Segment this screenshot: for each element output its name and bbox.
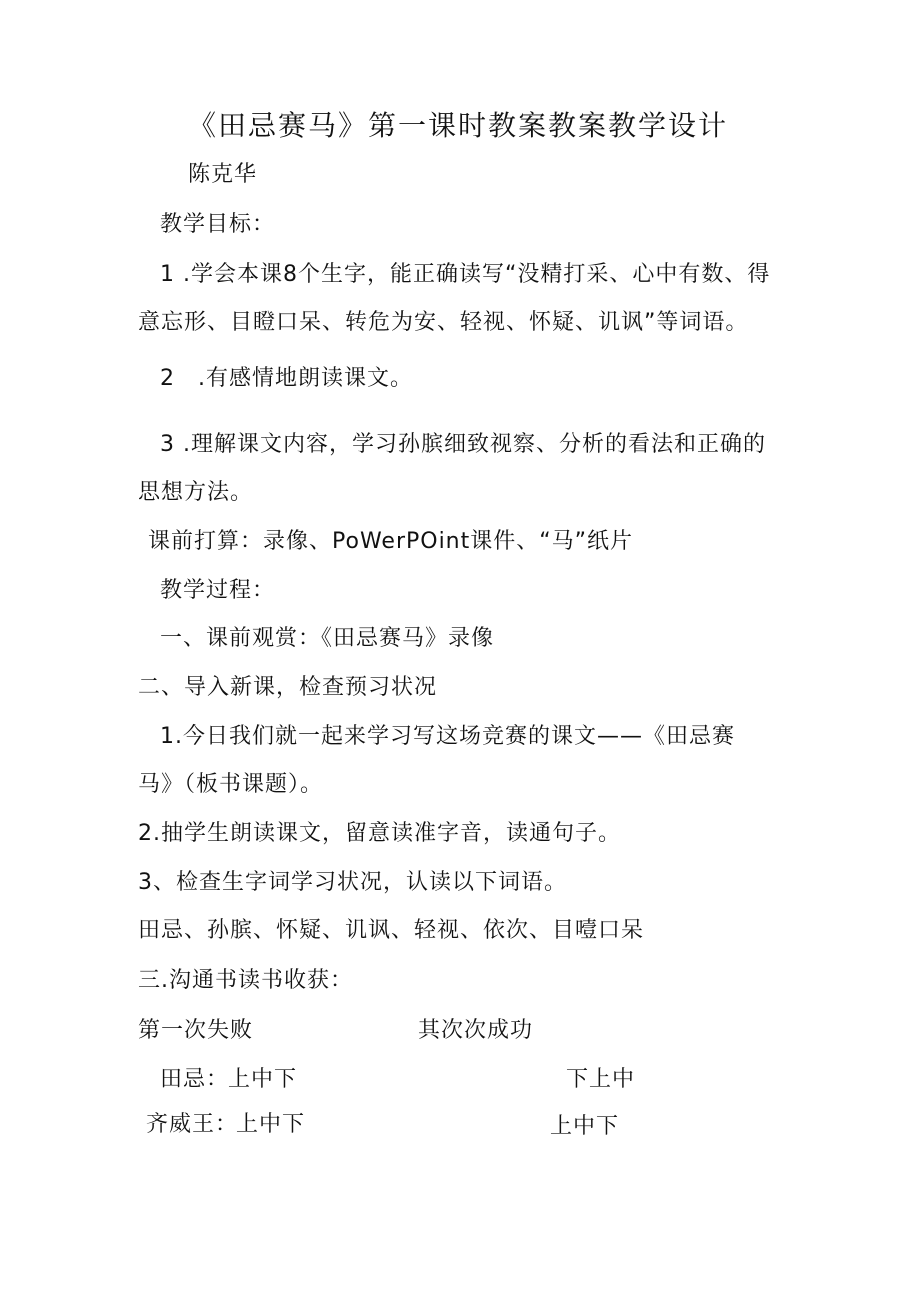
objective-2: 2 .有感情地朗读课文。 — [160, 366, 413, 391]
race-second-label: 其次次成功 — [418, 1018, 534, 1043]
race-first-label: 第一次失败 — [138, 1018, 254, 1043]
step-2-item-2: 2.抽学生朗读课文，留意读准字音，读通句子。 — [138, 821, 621, 846]
qiwei-label: 齐威王： — [146, 1112, 239, 1137]
preparation-line: 课前打算：录像、PoWerPOint课件、“马”纸片 — [148, 529, 634, 554]
objective-3-line-2: 思想方法。 — [138, 480, 254, 505]
tianji-second-order: 下上中 — [566, 1067, 636, 1092]
tianji-first-order: 上中下 — [228, 1067, 298, 1092]
step-1: 一、课前观赏：《田忌赛马》录像 — [160, 626, 495, 651]
objective-1-line-2: 意忘形、目瞪口呆、转危为安、轻视、怀疑、讥讽”等词语。 — [138, 310, 749, 335]
document-title: 《田忌赛马》第一课时教案教案教学设计 — [188, 109, 729, 142]
step-2-item-1-line-2: 马》（板书课题）。 — [138, 772, 324, 797]
step-3: 三.沟通书读书收获： — [138, 968, 353, 993]
tianji-label: 田忌： — [160, 1067, 230, 1092]
qiwei-first-order: 上中下 — [236, 1112, 306, 1137]
step-2-item-1-line-1: 1.今日我们就一起来学习写这场竞赛的课文——《田忌赛 — [160, 724, 735, 749]
step-2: 二、导入新课，检查预习状况 — [138, 675, 438, 700]
step-2-item-3: 3、检查生字词学习状况，认读以下词语。 — [138, 870, 567, 895]
objectives-heading: 教学目标： — [160, 212, 276, 237]
author-name: 陈克华 — [188, 162, 258, 187]
qiwei-second-order: 上中下 — [550, 1114, 620, 1139]
process-heading: 教学过程： — [160, 578, 276, 603]
objective-1-line-1: 1 .学会本课8个生字，能正确读写“没精打采、心中有数、得 — [160, 262, 771, 287]
word-list: 田忌、孙膑、怀疑、讥讽、轻视、依次、目噎口呆 — [138, 918, 645, 943]
objective-3-line-1: 3 .理解课文内容，学习孙膑细致视察、分析的看法和正确的 — [160, 432, 766, 457]
